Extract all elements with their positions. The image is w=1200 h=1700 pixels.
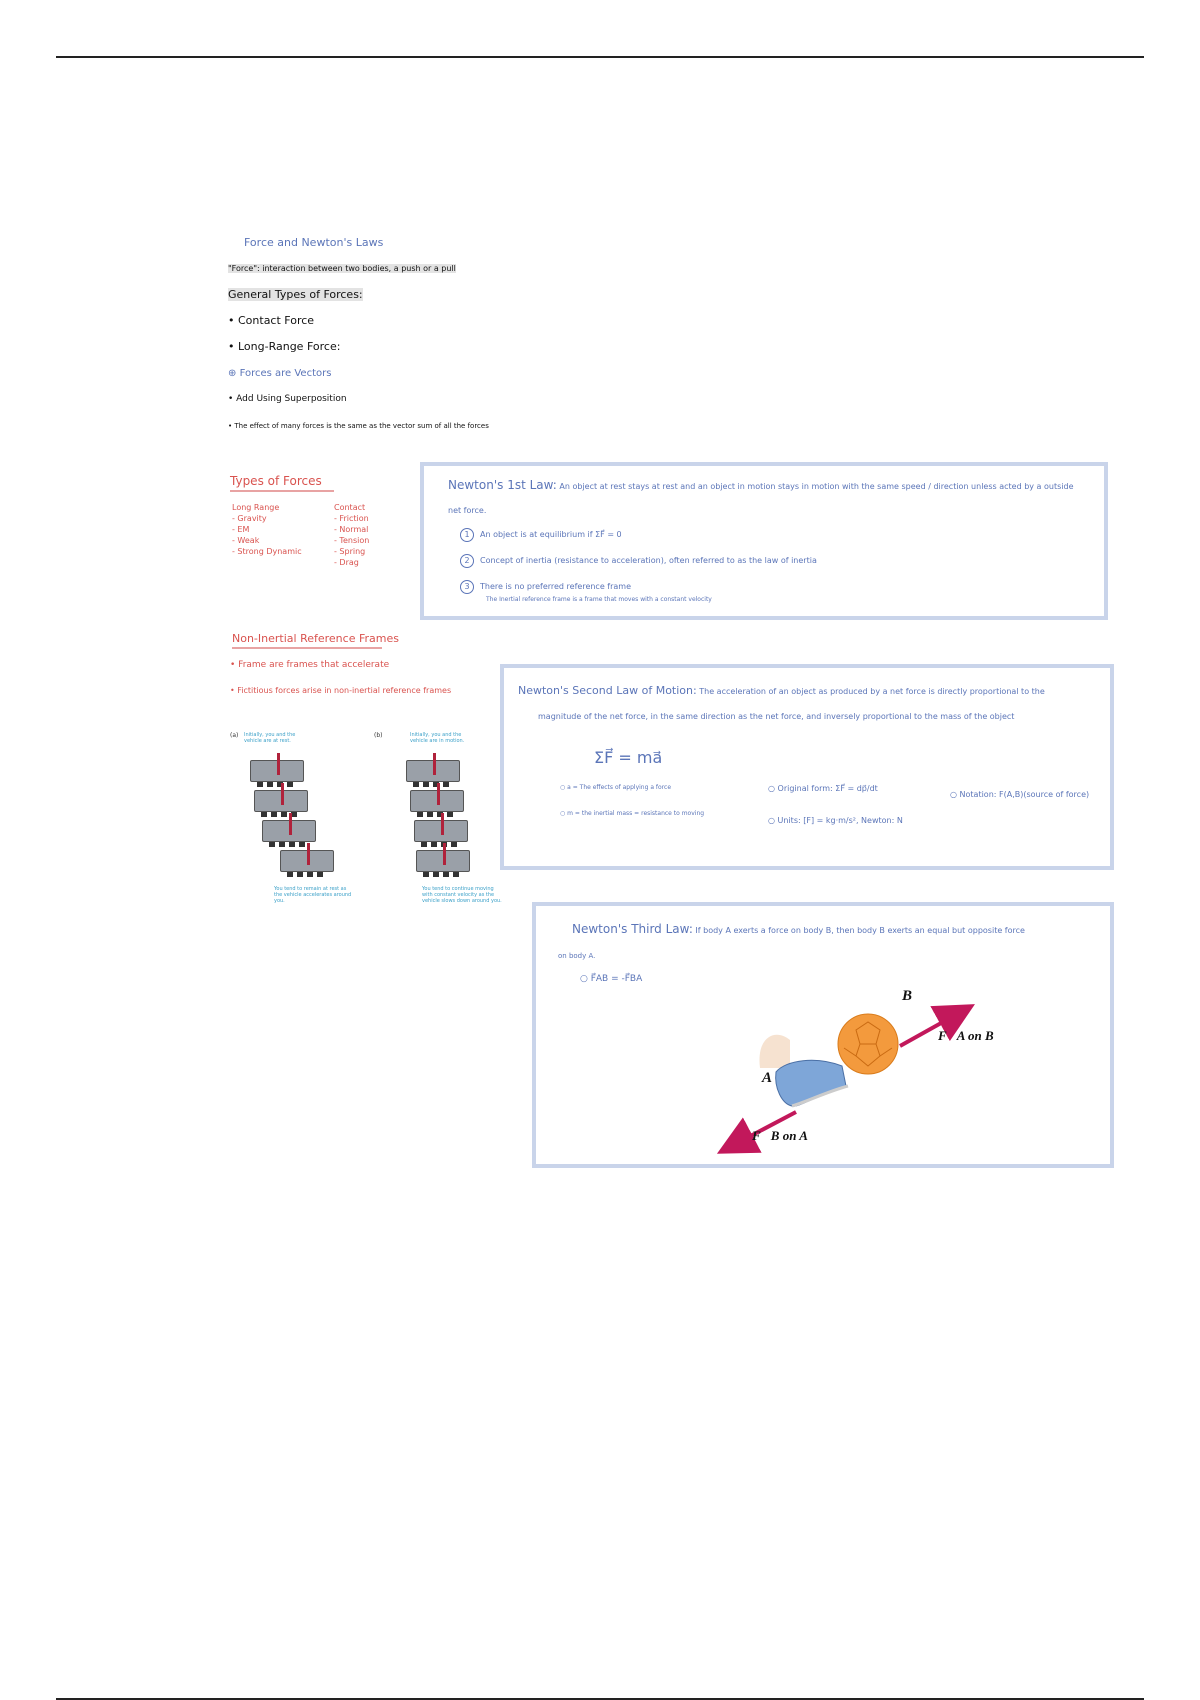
item-number: 1 (460, 528, 474, 542)
second-law-statement: The acceleration of an object as produced by a net force is directly proportional to the (699, 687, 1045, 696)
first-law-item (460, 528, 622, 542)
second-law-original-text: Original form: ΣF⃗ = dp⃗/dt (777, 784, 878, 793)
types-col-contact-title: Contact (334, 503, 366, 512)
cart-left-4 (280, 850, 334, 872)
cart-right-2 (410, 790, 464, 812)
second-law-original: ○ Original form: ΣF⃗ = dp⃗/dt (768, 784, 878, 793)
first-law-title: Newton's 1st Law: (448, 478, 557, 492)
left-caption-top: Initially, you and the vehicle are at rest. (244, 732, 296, 744)
right-caption-bottom: You tend to continue moving with constant velocity as the vehicle slows down around you. (422, 886, 502, 904)
right-caption-top: Initially, you and the vehicle are in motion. (410, 732, 465, 744)
third-law-equation-text: F⃗AB = -F⃗BA (590, 974, 643, 984)
types-heading: Types of Forces (230, 474, 334, 492)
types-col-longrange (232, 502, 302, 557)
types-col-longrange-title: Long Range (232, 503, 280, 512)
cart-right-3 (414, 820, 468, 842)
notes-bullet-longrange-text: Long-Range Force: (238, 340, 341, 353)
first-law-box (420, 462, 1108, 620)
shoe (759, 1035, 848, 1106)
first-law-item (460, 580, 631, 594)
label-b: B (902, 988, 913, 1004)
notes-subheading-vectors: ⊕ Forces are Vectors (228, 368, 332, 379)
notes-subheading-vectors-text: Forces are Vectors (239, 368, 332, 379)
second-law-text (518, 684, 1045, 697)
first-law-item-text: There is no preferred reference frame (480, 582, 632, 591)
second-law-note-a-text: a = The effects of applying a force (567, 784, 672, 791)
top-rule (56, 56, 1144, 58)
types-col-contact-item: - Friction (334, 514, 369, 523)
second-law-notation-text: Notation: F(A,B)(source of force) (959, 790, 1090, 799)
item-number: 2 (460, 554, 474, 568)
second-law-note-m: ○ m = the inertial mass = resistance to moving (560, 810, 705, 817)
notes-bullet-contact-text: Contact Force (238, 314, 315, 327)
third-law-title: Newton's Third Law: (572, 922, 693, 936)
notes-line-types: General Types of Forces: (228, 288, 363, 301)
notes-line-force: "Force": interaction between two bodies, a push or a pull (228, 264, 456, 273)
left-caption-bottom: You tend to remain at rest as the vehicle accelerates around you. (274, 886, 352, 904)
first-law-item (460, 554, 817, 568)
non-inertial-heading: Non-Inertial Reference Frames (232, 632, 382, 649)
third-law-text (572, 922, 1025, 936)
first-law-text (448, 478, 1074, 492)
label-force-b-on-a: F⃗B on A (752, 1128, 808, 1143)
third-law-statement: If body A exerts a force on body B, then body B exerts an equal but opposite force (695, 926, 1025, 935)
types-col-contact-item: - Spring (334, 547, 366, 556)
label-force-a-on-b: F⃗A on B (938, 1028, 994, 1043)
notes-bullet-vector-sum-text: The effect of many forces is the same as the vector sum of all the forces (234, 422, 489, 430)
types-col-longrange-item: - Weak (232, 536, 260, 545)
types-col-longrange-item: - Strong Dynamic (232, 547, 302, 556)
types-col-contact-item: - Drag (334, 558, 359, 567)
first-law-text-cont: net force. (448, 506, 487, 515)
figure-label-b: (b) (374, 732, 383, 739)
non-inertial-bullet: • Fictitious forces arise in non-inertial reference frames (230, 686, 452, 695)
non-inertial-bullet-text: Fictitious forces arise in non-inertial reference frames (237, 686, 452, 695)
second-law-title: Newton's Second Law of Motion: (518, 684, 697, 697)
second-law-note-m-text: m = the inertial mass = resistance to moving (567, 810, 705, 817)
second-law-equation: ΣF⃗ = ma⃗ (594, 748, 663, 767)
first-law-item-text: Concept of inertia (resistance to acceleration), often referred to as the law of inertia (480, 556, 817, 565)
notes-bullet-superposition-text: Add Using Superposition (236, 394, 347, 404)
inertia-figure (230, 726, 504, 910)
types-col-longrange-item: - EM (232, 525, 250, 534)
figure-label-a: (a) (230, 732, 239, 739)
cart-left-2 (254, 790, 308, 812)
third-law-box (532, 902, 1114, 1168)
cart-left-1 (250, 760, 304, 782)
non-inertial-bullet: • Frame are frames that accelerate (230, 660, 390, 670)
notes-bullet-contact: • Contact Force (228, 314, 315, 327)
first-law-item-text: An object is at equilibrium if ΣF⃗ = 0 (480, 530, 622, 539)
label-a: A (762, 1070, 773, 1086)
notes-bullet-superposition: • Add Using Superposition (228, 394, 347, 404)
second-law-notation: ○ Notation: F(A,B)(source of force) (950, 790, 1090, 799)
types-col-contact-item: - Tension (334, 536, 370, 545)
notes-title: Force and Newton's Laws (244, 236, 384, 249)
first-law-item3-sub: The Inertial reference frame is a frame that moves with a constant velocity (486, 596, 712, 603)
types-col-contact (334, 502, 369, 568)
second-law-note-a: ○ a = The effects of applying a force (560, 784, 672, 791)
cart-left-3 (262, 820, 316, 842)
third-law-text-cont: on body A. (558, 952, 596, 960)
second-law-box (500, 664, 1114, 870)
notes-bullet-vector-sum: • The effect of many forces is the same as the vector sum of all the forces (228, 422, 489, 430)
first-law-statement: An object at rest stays at rest and an object in motion stays in motion with the same speed / direction unless acted by a outside (559, 482, 1074, 491)
cart-right-1 (406, 760, 460, 782)
non-inertial-bullet-text: Frame are frames that accelerate (238, 660, 390, 670)
cart-right-4 (416, 850, 470, 872)
second-law-text-cont: magnitude of the net force, in the same direction as the net force, and inversely proportional to the mass of the object (538, 712, 1015, 721)
soccer-ball (838, 1014, 898, 1074)
item-number: 3 (460, 580, 474, 594)
types-col-longrange-item: - Gravity (232, 514, 267, 523)
types-col-contact-item: - Normal (334, 525, 369, 534)
notes-bullet-longrange: • Long-Range Force: (228, 340, 341, 353)
second-law-units: ○ Units: [F] = kg·m/s², Newton: N (768, 816, 903, 825)
second-law-units-text: Units: [F] = kg·m/s², Newton: N (777, 816, 903, 825)
third-law-equation: ○ F⃗AB = -F⃗BA (580, 974, 643, 984)
